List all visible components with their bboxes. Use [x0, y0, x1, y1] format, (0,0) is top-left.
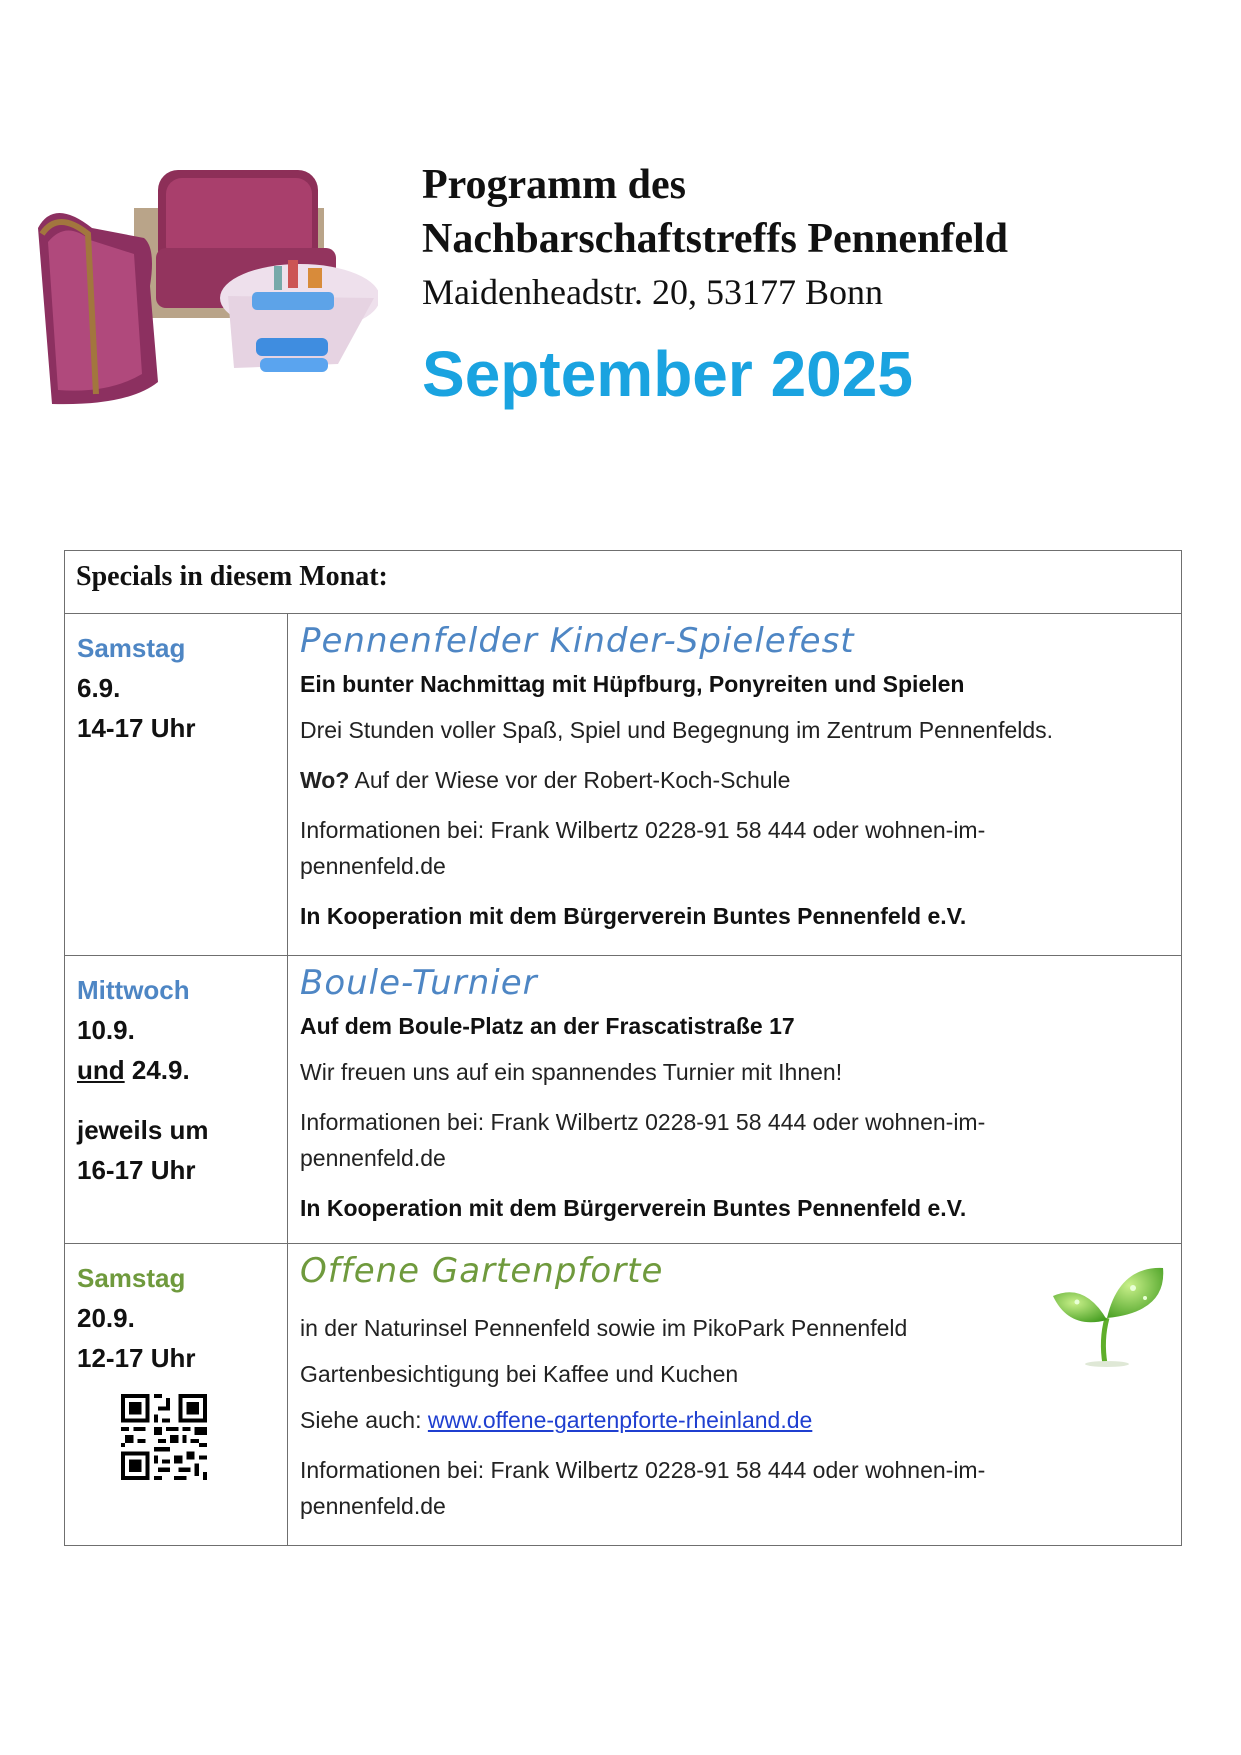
- table-heading-row: [65, 551, 1181, 613]
- event-day: Mittwoch: [77, 975, 190, 1005]
- event-date-cell: [65, 614, 288, 956]
- event-info-line1: Informationen bei: Frank Wilbertz 0228-91 58 444 oder wohnen-im-: [300, 817, 986, 843]
- month-heading: September 2025: [422, 338, 913, 410]
- table-row: [65, 1243, 1181, 1546]
- event-title: Offene Gartenpforte: [300, 1251, 664, 1291]
- event-date: 10.9.: [77, 1015, 135, 1045]
- event-cooperation: In Kooperation mit dem Bürgerverein Buntes Pennenfeld e.V.: [300, 903, 967, 929]
- event-info-line1: Informationen bei: Frank Wilbertz 0228-91 58 444 oder wohnen-im-: [300, 1109, 986, 1135]
- address: Maidenheadstr. 20, 53177 Bonn: [422, 272, 883, 312]
- event-time-label: jeweils um: [77, 1115, 209, 1145]
- table-row: [65, 955, 1181, 1244]
- event-title: Boule-Turnier: [300, 963, 538, 1003]
- event-description: Drei Stunden voller Spaß, Spiel und Begegnung im Zentrum Pennenfelds.: [300, 717, 1054, 743]
- website-link[interactable]: www.offene-gartenpforte-rheinland.de: [427, 1407, 813, 1433]
- event-date: 6.9.: [77, 673, 121, 703]
- event-subtitle: Auf dem Boule-Platz an der Frascatistraße 17: [300, 1013, 795, 1039]
- event-info-line2: pennenfeld.de: [300, 1493, 446, 1519]
- event-details-cell: [289, 614, 1181, 956]
- page-title-line1: Programm des: [422, 162, 686, 208]
- event-info-line2: pennenfeld.de: [300, 853, 446, 879]
- event-description: Wir freuen uns auf ein spannendes Turnier mit Ihnen!: [300, 1059, 843, 1085]
- event-date: 20.9.: [77, 1303, 135, 1333]
- event-time: 16-17 Uhr: [77, 1155, 196, 1185]
- qr-code: [121, 1394, 207, 1480]
- event-line1: in der Naturinsel Pennenfeld sowie im PikoPark Pennenfeld: [300, 1315, 908, 1341]
- event-time: 14-17 Uhr: [77, 713, 196, 743]
- second-date: 24.9.: [124, 1055, 190, 1085]
- page-title-line2: Nachbarschaftstreffs Pennenfeld: [422, 216, 1008, 262]
- event-details-cell: [289, 956, 1181, 1244]
- event-date-cell: [65, 956, 288, 1244]
- furniture-photo: [38, 168, 378, 408]
- event-info-line1: Informationen bei: Frank Wilbertz 0228-91 58 444 oder wohnen-im-: [300, 1457, 986, 1483]
- event-cooperation: In Kooperation mit dem Bürgerverein Buntes Pennenfeld e.V.: [300, 1195, 967, 1221]
- where-label: Wo?: [300, 767, 350, 793]
- event-details-cell: [289, 1244, 1181, 1546]
- page-header: [422, 158, 1202, 412]
- event-info-line2: pennenfeld.de: [300, 1145, 446, 1171]
- event-location: [300, 762, 1181, 798]
- sprout-icon: [1049, 1260, 1167, 1368]
- event-day: Samstag: [77, 1263, 186, 1293]
- und-word: und: [77, 1055, 125, 1085]
- event-title: Pennenfelder Kinder-Spielefest: [300, 621, 855, 661]
- event-time: 12-17 Uhr: [77, 1343, 196, 1373]
- event-line2: Gartenbesichtigung bei Kaffee und Kuchen: [300, 1361, 739, 1387]
- event-day: Samstag: [77, 633, 186, 663]
- see-also-label: Siehe auch:: [300, 1407, 428, 1433]
- event-date-second: [77, 1050, 287, 1090]
- specials-heading: Specials in diesem Monat:: [76, 561, 388, 592]
- where-text: Auf der Wiese vor der Robert-Koch-Schule: [349, 767, 791, 793]
- table-row: [65, 613, 1181, 956]
- event-date-cell: [65, 1244, 288, 1546]
- see-also: [300, 1402, 1181, 1438]
- specials-table: [64, 550, 1182, 1546]
- event-subtitle: Ein bunter Nachmittag mit Hüpfburg, Ponyreiten und Spielen: [300, 671, 965, 697]
